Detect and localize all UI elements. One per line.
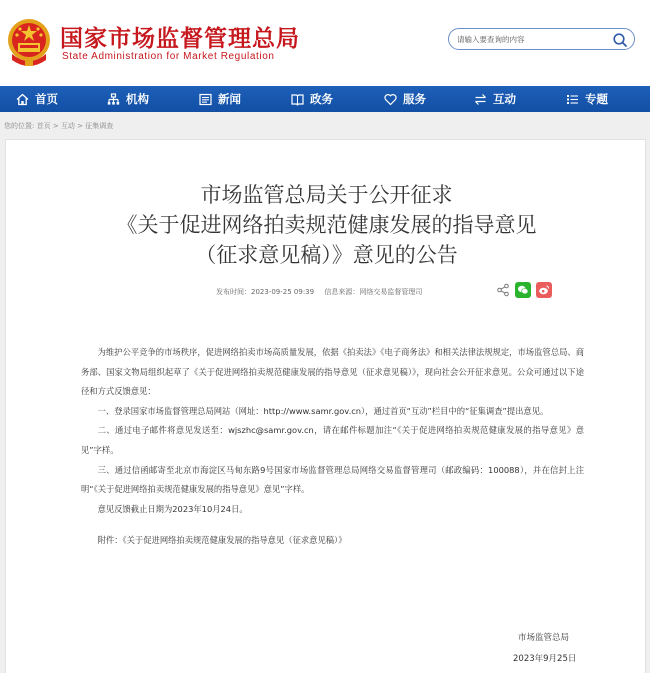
article-title-line: 《关于促进网络拍卖规范健康发展的指导意见	[116, 213, 537, 237]
publish-time: 2023-09-25 09:39	[251, 288, 315, 296]
site-title[interactable]: 国家市场监督管理总局	[60, 26, 300, 52]
nav-label: 专题	[585, 92, 608, 106]
affairs-icon	[291, 93, 304, 106]
publish-label: 发布时间：	[216, 288, 251, 296]
nav-item-news[interactable]	[199, 86, 241, 112]
search-input[interactable]	[457, 32, 607, 47]
org-icon	[107, 93, 120, 106]
breadcrumb	[4, 121, 113, 131]
signature-date: 2023年9月25日	[513, 654, 577, 664]
wechat-share-button[interactable]	[515, 282, 531, 298]
signature-org: 市场监管总局	[518, 633, 570, 643]
nav-label: 机构	[126, 92, 149, 106]
heart-icon	[384, 93, 397, 106]
home-icon	[16, 93, 29, 106]
nav-label: 首页	[35, 92, 58, 106]
news-icon	[199, 93, 212, 106]
nav-item-org[interactable]	[107, 86, 149, 112]
article-paragraph: 为维护公平竞争的市场秩序，促进网络拍卖市场高质量发展，依据《拍卖法》《电子商务法》和相关法律法规规定，市场监管总局、商务部、国家文物局组织起草了《关于促进网络拍卖规范健康发展的指导意见（征求意见稿）》，现向社会公开征求意见。公众可通过以下途径和方式反馈意见：	[81, 347, 584, 397]
article-title-line: 市场监管总局关于公开征求	[200, 183, 453, 207]
breadcrumb-separator: >	[77, 122, 84, 130]
source-value: 网络交易监督管理司	[359, 288, 423, 296]
breadcrumb-separator: >	[52, 122, 59, 130]
breadcrumb-prefix: 您的位置:	[4, 122, 35, 130]
nav-item-service[interactable]	[384, 86, 426, 112]
wechat-icon	[517, 284, 529, 296]
nav-label: 新闻	[218, 92, 241, 106]
weibo-icon	[538, 284, 550, 296]
weibo-share-button[interactable]	[536, 282, 552, 298]
nav-item-topics[interactable]	[566, 86, 608, 112]
attachment-link[interactable]: 附件：《关于促进网络拍卖规范健康发展的指导意见（征求意见稿）》	[97, 535, 347, 546]
main-nav	[0, 86, 650, 112]
breadcrumb-home[interactable]: 首页	[36, 122, 51, 130]
search-icon[interactable]	[612, 32, 628, 48]
nav-item-affairs[interactable]	[291, 86, 333, 112]
site-header	[0, 0, 650, 86]
nav-label: 互动	[493, 92, 516, 106]
share-bar	[496, 281, 552, 299]
search-box	[448, 28, 635, 50]
article-paragraph: 一、登录国家市场监督管理总局网站（网址：http://www.samr.gov.cn），通过首页“互动”栏目中的“征集调查”提出意见。	[97, 405, 549, 416]
article-title-line: （征求意见稿）》意见的公告	[195, 243, 458, 267]
article-title	[6, 180, 647, 270]
breadcrumb-interaction[interactable]: 互动	[60, 122, 75, 130]
source-label: 信息来源：	[324, 288, 360, 296]
article-paragraph: 意见反馈截止日期为2023年10月24日。	[97, 503, 248, 514]
exchange-icon	[474, 93, 487, 106]
site-subtitle: State Administration for Market Regulation	[62, 51, 275, 62]
article-paragraph: 二、通过电子邮件将意见发送至：wjszhc@samr.gov.cn，请在邮件标题加注“《关于促进网络拍卖规范健康发展的指导意见》意见”字样。	[81, 425, 584, 455]
article-body	[81, 343, 584, 551]
share-icon[interactable]	[496, 283, 510, 297]
breadcrumb-survey[interactable]: 征集调查	[85, 122, 114, 130]
article-card	[5, 139, 646, 673]
article-meta	[216, 287, 422, 297]
article-paragraph: 三、通过信函邮寄至北京市海淀区马甸东路9号国家市场监督管理总局网络交易监督管理司（邮政编码：100088），并在信封上注明“《关于促进网络拍卖规范健康发展的指导意见》意见”字样。	[81, 464, 584, 495]
nav-label: 服务	[403, 92, 426, 106]
nav-item-interaction[interactable]	[474, 86, 516, 112]
nav-label: 政务	[310, 92, 333, 106]
list-icon	[566, 93, 579, 106]
national-emblem-icon[interactable]	[6, 16, 52, 68]
nav-item-home[interactable]	[16, 86, 58, 112]
